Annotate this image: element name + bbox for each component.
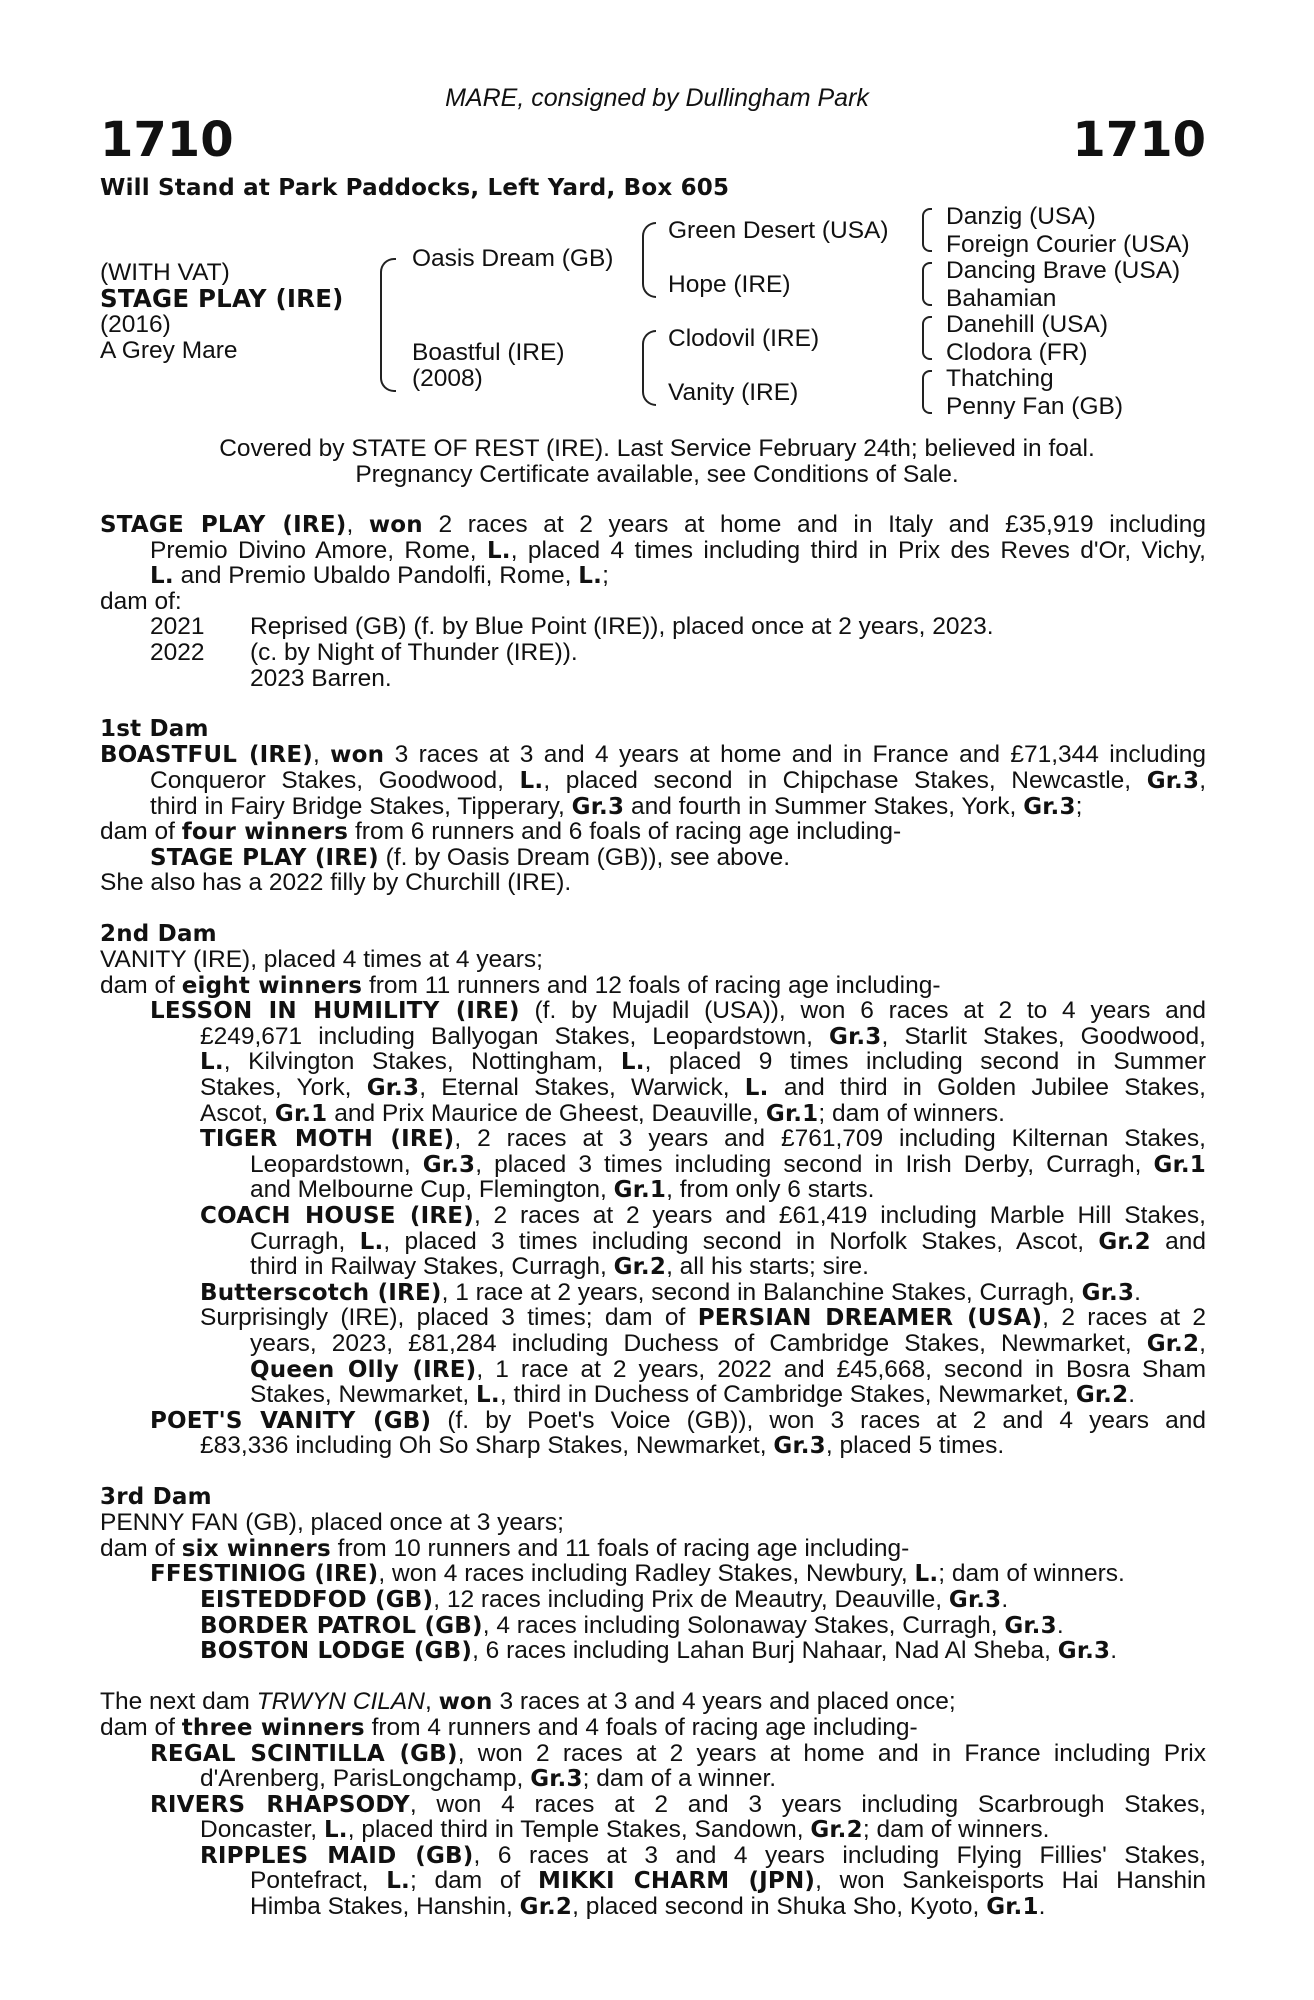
ancestor-foreign-courier: Foreign Courier (USA): [946, 231, 1190, 258]
surprisingly-line-1: Surprisingly (IRE), placed 3 times; dam of PERSIAN DREAMER (USA), 2 races at 2: [200, 1305, 1206, 1331]
sire-sire: Green Desert (USA): [668, 217, 889, 244]
brace-sire: [642, 222, 656, 298]
brace-generation-1: [380, 258, 396, 392]
covered-line-2: Pregnancy Certificate available, see Conditions of Sale.: [355, 461, 959, 488]
covered-line-1: Covered by STATE OF REST (IRE). Last Service February 24th; believed in foal.: [219, 435, 1095, 462]
boston-lodge-line: BOSTON LODGE (GB), 6 races including Lahan Burj Nahaar, Nad Al Sheba, Gr.3.: [200, 1637, 1118, 1665]
ffestiniog-line: FFESTINIOG (IRE), won 4 races including Radley Stakes, Newbury, L.; dam of winners.: [150, 1560, 1125, 1588]
first-dam-dam-of: dam of four winners from 6 runners and 6 foals of racing age including-: [100, 818, 902, 846]
stage-play-progeny-2021: 2021 Reprised (GB) (f. by Blue Point (IRE)), placed once at 2 years, 2023.: [150, 613, 994, 641]
consigned-line: MARE, consigned by Dullingham Park: [445, 84, 869, 112]
sire-dam: Hope (IRE): [668, 271, 791, 298]
ancestor-thatching: Thatching: [946, 365, 1054, 392]
regal-line-2: d'Arenberg, ParisLongchamp, Gr.3; dam of a winner.: [200, 1765, 777, 1793]
brace-dam: [642, 330, 656, 406]
ancestor-dancing-brave: Dancing Brave (USA): [946, 257, 1181, 284]
regal-line-1: REGAL SCINTILLA (GB), won 2 races at 2 years at home and in France including Prix: [150, 1740, 1206, 1767]
butterscotch-line: Butterscotch (IRE), 1 race at 2 years, second in Balanchine Stakes, Curragh, Gr.3.: [200, 1278, 1141, 1306]
stand-location: Will Stand at Park Paddocks, Left Yard, Box 605: [100, 175, 730, 201]
coach-line-2: Curragh, L., placed 3 times including second in Norfolk Stakes, Ascot, Gr.2 and: [250, 1228, 1206, 1255]
queen-olly-line-2: Stakes, Newmarket, L., third in Duchess of Cambridge Stakes, Newmarket, Gr.2.: [250, 1381, 1136, 1409]
brace-g1: [922, 208, 932, 252]
next-dam-line-1: The next dam TRWYN CILAN, won 3 races at 3 and 4 years and placed once;: [100, 1688, 956, 1716]
first-dam-heading: 1st Dam: [100, 715, 209, 742]
second-dam-line-1: VANITY (IRE), placed 4 times at 4 years;: [100, 946, 543, 974]
first-dam-also: She also has a 2022 filly by Churchill (IRE).: [100, 869, 572, 897]
dam: Boastful (IRE): [412, 339, 565, 366]
stage-play-line-1: STAGE PLAY (IRE), won 2 races at 2 years at home and in Italy and £35,919 including: [100, 512, 1206, 538]
rivers-line-1: RIVERS RHAPSODY, won 4 races at 2 and 3 years including Scarbrough Stakes,: [150, 1791, 1206, 1818]
poets-vanity-line-2: £83,336 including Oh So Sharp Stakes, Newmarket, Gr.3, placed 5 times.: [200, 1432, 1005, 1460]
lesson-line-5: Ascot, Gr.1 and Prix Maurice de Gheest, Deauville, Gr.1; dam of winners.: [200, 1099, 1005, 1127]
ripples-line-2: Pontefract, L.; dam of MIKKI CHARM (JPN), won Sankeisports Hai Hanshin: [250, 1868, 1206, 1895]
sire: Oasis Dream (GB): [412, 245, 614, 272]
stage-play-line-3: L. and Premio Ubaldo Pandolfi, Rome, L.;: [150, 562, 609, 590]
vat-label: (WITH VAT): [100, 259, 230, 286]
stage-play-line-2: Premio Divino Amore, Rome, L., placed 4 times including third in Prix des Reves d'Or, Vichy,: [150, 537, 1206, 564]
ancestor-danehill: Danehill (USA): [946, 311, 1109, 338]
second-dam-heading: 2nd Dam: [100, 920, 217, 947]
border-patrol-line: BORDER PATROL (GB), 4 races including Solonaway Stakes, Curragh, Gr.3.: [200, 1611, 1064, 1639]
ancestor-danzig: Danzig (USA): [946, 203, 1096, 230]
stage-play-progeny-2022: 2022 (c. by Night of Thunder (IRE)).: [150, 638, 578, 666]
tiger-line-1: TIGER MOTH (IRE), 2 races at 3 years and £761,709 including Kilternan Stakes,: [200, 1126, 1206, 1152]
brace-g3: [922, 316, 932, 360]
dam-dam: Vanity (IRE): [668, 379, 799, 406]
rivers-line-2: Doncaster, L., placed third in Temple Stakes, Sandown, Gr.2; dam of winners.: [200, 1816, 1050, 1844]
stage-play-dam-of: dam of:: [100, 587, 182, 615]
eisteddfod-line: EISTEDDFOD (GB), 12 races including Prix de Meautry, Deauville, Gr.3.: [200, 1585, 1009, 1613]
lesson-line-2: £249,671 including Ballyogan Stakes, Leopardstown, Gr.3, Starlit Stakes, Goodwood,: [200, 1023, 1206, 1050]
coach-line-1: COACH HOUSE (IRE), 2 races at 2 years and £61,419 including Marble Hill Stakes,: [200, 1203, 1206, 1229]
horse-name: STAGE PLAY (IRE): [100, 284, 344, 313]
poets-vanity-line-1: POET'S VANITY (GB) (f. by Poet's Voice (GB)), won 3 races at 2 and 4 years and: [150, 1407, 1206, 1434]
lot-number-left: 1710: [100, 112, 234, 168]
first-dam-line-1: BOASTFUL (IRE), won 3 races at 3 and 4 years at home and in France and £71,344 including: [100, 742, 1206, 768]
next-dam-dam-of: dam of three winners from 4 runners and 4 foals of racing age including-: [100, 1713, 918, 1741]
ancestor-bahamian: Bahamian: [946, 285, 1057, 312]
ancestor-clodora: Clodora (FR): [946, 339, 1088, 366]
pedigree-notes: [100, 512, 1206, 1920]
tiger-line-2: Leopardstown, Gr.3, placed 3 times including second in Irish Derby, Curragh, Gr.1: [250, 1151, 1206, 1178]
stage-play-progeny-2023: 2023 Barren.: [250, 664, 392, 692]
first-dam-line-2: Conqueror Stakes, Goodwood, L., placed second in Chipchase Stakes, Newcastle, Gr.3,: [150, 767, 1206, 794]
first-dam-line-3: third in Fairy Bridge Stakes, Tipperary, Gr.3 and fourth in Summer Stakes, York, Gr.3;: [150, 792, 1083, 820]
first-dam-progeny: STAGE PLAY (IRE) (f. by Oasis Dream (GB)), see above.: [150, 843, 791, 871]
dam-year: (2008): [412, 365, 483, 392]
ripples-line-1: RIPPLES MAID (GB), 6 races at 3 and 4 years including Flying Fillies' Stakes,: [200, 1842, 1206, 1869]
lesson-line-3: L., Kilvington Stakes, Nottingham, L., placed 9 times including second in Summer: [200, 1049, 1206, 1076]
lot-number-right: 1710: [1072, 112, 1206, 168]
second-dam-dam-of: dam of eight winners from 11 runners and 12 foals of racing age including-: [100, 971, 941, 999]
ancestor-penny-fan: Penny Fan (GB): [946, 393, 1124, 420]
horse-description: A Grey Mare: [100, 337, 238, 364]
third-dam-heading: 3rd Dam: [100, 1483, 212, 1510]
coach-line-3: third in Railway Stakes, Curragh, Gr.2, all his starts; sire.: [250, 1253, 869, 1281]
brace-g2: [922, 262, 932, 306]
third-dam-line-1: PENNY FAN (GB), placed once at 3 years;: [100, 1509, 564, 1537]
queen-olly-line-1: Queen Olly (IRE), 1 race at 2 years, 2022 and £45,668, second in Bosra Sham: [250, 1356, 1206, 1383]
ripples-line-3: Himba Stakes, Hanshin, Gr.2, placed second in Shuka Sho, Kyoto, Gr.1.: [250, 1893, 1046, 1921]
lesson-line-1: LESSON IN HUMILITY (IRE) (f. by Mujadil (USA)), won 6 races at 2 to 4 years and: [150, 998, 1206, 1024]
third-dam-dam-of: dam of six winners from 10 runners and 11 foals of racing age including-: [100, 1534, 910, 1562]
lesson-line-4: Stakes, York, Gr.3, Eternal Stakes, Warwick, L. and third in Golden Jubilee Stakes,: [200, 1075, 1206, 1101]
tiger-line-3: and Melbourne Cup, Flemington, Gr.1, from only 6 starts.: [250, 1176, 875, 1204]
surprisingly-line-2: years, 2023, £81,284 including Duchess of Cambridge Stakes, Newmarket, Gr.2,: [250, 1331, 1206, 1357]
brace-g4: [922, 370, 932, 414]
foaling-year: (2016): [100, 311, 171, 338]
dam-sire: Clodovil (IRE): [668, 325, 820, 352]
